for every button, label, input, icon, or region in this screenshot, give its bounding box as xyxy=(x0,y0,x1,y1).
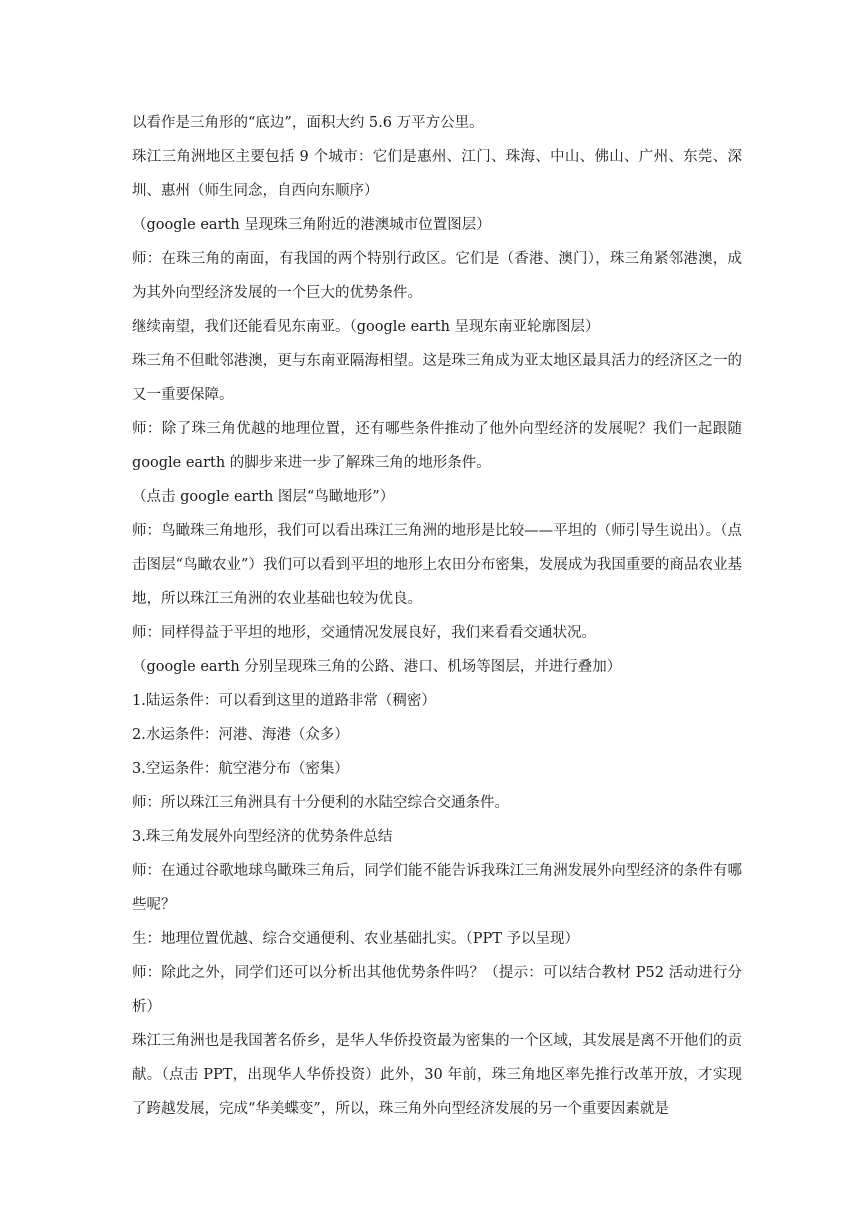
paragraph: 师：所以珠江三角洲具有十分便利的水陆空综合交通条件。 xyxy=(132,795,509,811)
paragraph: （google earth 呈现珠三角附近的港澳城市位置图层） xyxy=(132,217,491,233)
paragraph: 师：同样得益于平坦的地形，交通情况发展良好，我们来看看交通状况。 xyxy=(132,625,596,641)
list-item: 1.陆运条件：可以看到这里的道路非常（稠密） xyxy=(132,693,436,709)
paragraph: 师：在通过谷歌地球鸟瞰珠三角后，同学们能不能告诉我珠江三角洲发展外向型经济的条件有哪些呢？ xyxy=(132,863,742,913)
paragraph: 师：除此之外，同学们还可以分析出其他优势条件吗？（提示：可以结合教材 P52 活动进行分析） xyxy=(132,965,742,1015)
document-body xyxy=(132,106,742,1126)
paragraph: 师：在珠三角的南面，有我国的两个特别行政区。它们是（香港、澳门），珠三角紧邻港澳，成为其外向型经济发展的一个巨大的优势条件。 xyxy=(132,251,742,301)
paragraph: 师：除了珠三角优越的地理位置，还有哪些条件推动了他外向型经济的发展呢？我们一起跟随 google earth 的脚步来进一步了解珠三角的地形条件。 xyxy=(132,421,742,471)
paragraph: 珠江三角洲地区主要包括 9 个城市：它们是惠州、江门、珠海、中山、佛山、广州、东莞、深圳、惠州（师生同念，自西向东顺序） xyxy=(132,149,742,199)
paragraph: 师：鸟瞰珠三角地形，我们可以看出珠江三角洲的地形是比较——平坦的（师引导生说出）。（点击图层“鸟瞰农业”）我们可以看到平坦的地形上农田分布密集，发展成为我国重要的商品农业基地，所以珠江三角洲的农业基础也较为优良。 xyxy=(132,523,742,607)
paragraph: 珠江三角洲也是我国著名侨乡，是华人华侨投资最为密集的一个区域，其发展是离不开他们的贡献。（点击 PPT，出现华人华侨投资）此外，30 年前，珠三角地区率先推行改革开放，才实现了跨越发展，完成“华美蝶变”，所以，珠三角外向型经济发展的另一个重要因素就是 xyxy=(132,1033,742,1117)
list-item: 3.空运条件：航空港分布（密集） xyxy=(132,761,349,777)
paragraph: （google earth 分别呈现珠三角的公路、港口、机场等图层，并进行叠加） xyxy=(132,659,622,675)
paragraph: 继续南望，我们还能看见东南亚。（google earth 呈现东南亚轮廓图层） xyxy=(132,319,600,335)
paragraph: （点击 google earth 图层“鸟瞰地形”） xyxy=(132,489,395,505)
list-item: 2.水运条件：河港、海港（众多） xyxy=(132,727,349,743)
paragraph: 珠三角不但毗邻港澳，更与东南亚隔海相望。这是珠三角成为亚太地区最具活力的经济区之一的又一重要保障。 xyxy=(132,353,742,403)
paragraph: 以看作是三角形的“底边”，面积大约 5.6 万平方公里。 xyxy=(132,115,484,131)
section-heading: 3.珠三角发展外向型经济的优势条件总结 xyxy=(132,829,393,845)
paragraph: 生：地理位置优越、综合交通便利、农业基础扎实。（PPT 予以呈现） xyxy=(132,931,580,947)
